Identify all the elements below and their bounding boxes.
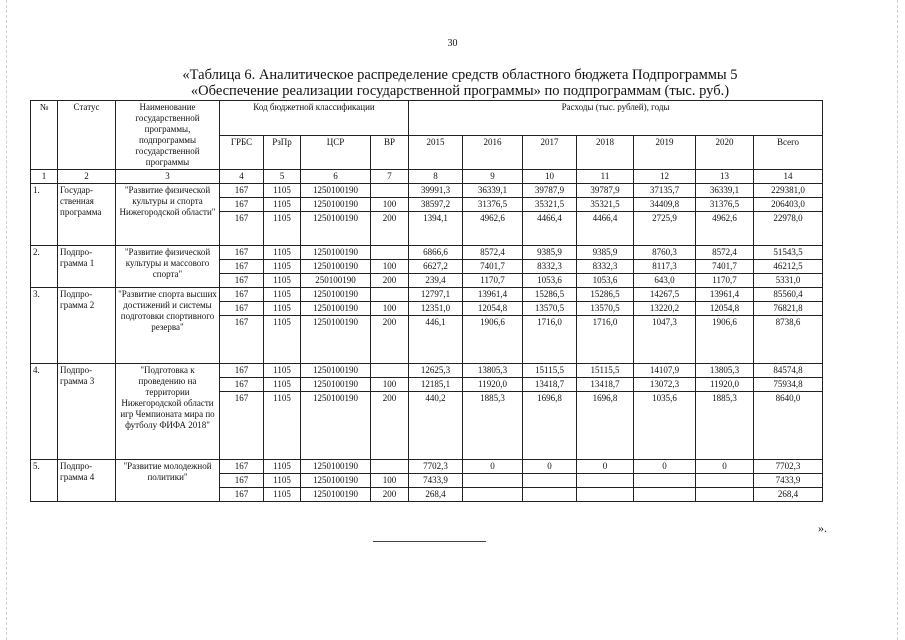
header-status: Статус	[58, 101, 116, 170]
code-cell: 167	[220, 260, 264, 274]
row-name: "Подготовка к проведению на территории Нижегородской области игр Чемпионата мира по футболу ФИФА 2018"	[116, 364, 220, 460]
amount-cell: 22978,0	[754, 212, 823, 246]
amount-cell: 13220,2	[634, 302, 696, 316]
amount-cell: 13418,7	[577, 378, 634, 392]
code-cell: 1105	[264, 460, 301, 474]
code-cell: 1250100190	[301, 302, 371, 316]
code-cell: 100	[371, 302, 409, 316]
code-cell: 1250100190	[301, 488, 371, 502]
amount-cell: 268,4	[409, 488, 463, 502]
amount-cell: 9385,9	[577, 246, 634, 260]
amount-cell: 1053,6	[523, 274, 577, 288]
amount-cell: 8738,6	[754, 316, 823, 364]
code-cell: 167	[220, 488, 264, 502]
column-number: 1	[31, 170, 58, 184]
header-year: 2018	[577, 135, 634, 170]
code-cell: 1250100190	[301, 392, 371, 460]
amount-cell: 37135,7	[634, 184, 696, 198]
column-number: 14	[754, 170, 823, 184]
code-cell: 1105	[264, 488, 301, 502]
row-name: "Развитие молодежной политики"	[116, 460, 220, 502]
code-cell	[371, 460, 409, 474]
amount-cell: 8332,3	[577, 260, 634, 274]
amount-cell	[523, 474, 577, 488]
header-year: 2015	[409, 135, 463, 170]
column-number: 5	[264, 170, 301, 184]
code-cell: 200	[371, 316, 409, 364]
amount-cell: 0	[634, 460, 696, 474]
amount-cell: 7433,9	[754, 474, 823, 488]
amount-cell: 4962,6	[463, 212, 523, 246]
amount-cell: 229381,0	[754, 184, 823, 198]
amount-cell: 8332,3	[523, 260, 577, 274]
table-title-line-2: «Обеспечение реализации государственной программы» по подпрограммам (тыс. руб.)	[190, 83, 730, 99]
code-cell	[371, 246, 409, 260]
header-vr: ВР	[371, 135, 409, 170]
amount-cell: 36339,1	[463, 184, 523, 198]
code-cell: 1250100190	[301, 364, 371, 378]
code-cell: 1105	[264, 302, 301, 316]
column-number: 12	[634, 170, 696, 184]
code-cell: 100	[371, 378, 409, 392]
amount-cell: 206403,0	[754, 198, 823, 212]
code-cell: 250100190	[301, 274, 371, 288]
amount-cell	[577, 474, 634, 488]
amount-cell: 84574,8	[754, 364, 823, 378]
amount-cell: 39787,9	[523, 184, 577, 198]
page-edge-left	[6, 0, 7, 640]
code-cell: 1250100190	[301, 288, 371, 302]
column-number: 8	[409, 170, 463, 184]
amount-cell	[696, 488, 754, 502]
amount-cell: 7433,9	[409, 474, 463, 488]
amount-cell	[696, 474, 754, 488]
code-cell: 1105	[264, 260, 301, 274]
column-number-row	[31, 170, 823, 184]
amount-cell: 11920,0	[696, 378, 754, 392]
code-cell: 167	[220, 378, 264, 392]
code-cell: 200	[371, 488, 409, 502]
amount-cell: 1170,7	[696, 274, 754, 288]
amount-cell: 15115,5	[577, 364, 634, 378]
amount-cell: 35321,5	[577, 198, 634, 212]
amount-cell: 5331,0	[754, 274, 823, 288]
column-number: 4	[220, 170, 264, 184]
code-cell: 200	[371, 274, 409, 288]
amount-cell: 12054,8	[696, 302, 754, 316]
code-cell: 1105	[264, 316, 301, 364]
code-cell: 200	[371, 212, 409, 246]
code-cell: 1105	[264, 364, 301, 378]
header-csr: ЦСР	[301, 135, 371, 170]
code-cell: 1250100190	[301, 378, 371, 392]
amount-cell: 4466,4	[523, 212, 577, 246]
amount-cell: 7401,7	[463, 260, 523, 274]
code-cell: 1250100190	[301, 460, 371, 474]
amount-cell: 1906,6	[463, 316, 523, 364]
column-number: 2	[58, 170, 116, 184]
amount-cell: 440,2	[409, 392, 463, 460]
row-num: 5.	[31, 460, 58, 502]
code-cell: 1250100190	[301, 212, 371, 246]
table-row	[31, 184, 823, 198]
amount-cell: 4466,4	[577, 212, 634, 246]
header-expenses: Расходы (тыс. рублей), годы	[409, 101, 823, 136]
amount-cell: 85560,4	[754, 288, 823, 302]
amount-cell: 1716,0	[523, 316, 577, 364]
amount-cell: 13805,3	[463, 364, 523, 378]
amount-cell	[634, 474, 696, 488]
amount-cell: 14107,9	[634, 364, 696, 378]
table-row	[31, 288, 823, 302]
column-number: 11	[577, 170, 634, 184]
header-num: №	[31, 101, 58, 170]
amount-cell: 7702,3	[754, 460, 823, 474]
amount-cell: 643,0	[634, 274, 696, 288]
amount-cell: 13570,5	[523, 302, 577, 316]
amount-cell: 31376,5	[696, 198, 754, 212]
amount-cell: 13072,3	[634, 378, 696, 392]
amount-cell: 13418,7	[523, 378, 577, 392]
amount-cell	[463, 488, 523, 502]
code-cell: 167	[220, 364, 264, 378]
column-number: 7	[371, 170, 409, 184]
amount-cell: 31376,5	[463, 198, 523, 212]
code-cell: 1250100190	[301, 316, 371, 364]
code-cell: 1250100190	[301, 198, 371, 212]
table-row	[31, 460, 823, 474]
amount-cell: 39991,3	[409, 184, 463, 198]
end-rule	[373, 541, 486, 542]
code-cell: 100	[371, 474, 409, 488]
amount-cell: 15286,5	[577, 288, 634, 302]
amount-cell: 0	[577, 460, 634, 474]
code-cell: 1105	[264, 198, 301, 212]
code-cell: 167	[220, 316, 264, 364]
code-cell: 1105	[264, 392, 301, 460]
code-cell: 167	[220, 274, 264, 288]
amount-cell: 1696,8	[523, 392, 577, 460]
amount-cell: 35321,5	[523, 198, 577, 212]
column-number: 9	[463, 170, 523, 184]
table-row	[31, 246, 823, 260]
amount-cell: 46212,5	[754, 260, 823, 274]
amount-cell: 8117,3	[634, 260, 696, 274]
header-kbk: Код бюджетной классификации	[220, 101, 409, 136]
amount-cell: 1170,7	[463, 274, 523, 288]
code-cell: 1250100190	[301, 246, 371, 260]
code-cell: 167	[220, 198, 264, 212]
amount-cell: 75934,8	[754, 378, 823, 392]
code-cell: 1250100190	[301, 184, 371, 198]
code-cell: 167	[220, 212, 264, 246]
code-cell: 1105	[264, 378, 301, 392]
amount-cell: 11920,0	[463, 378, 523, 392]
amount-cell: 0	[523, 460, 577, 474]
amount-cell: 1885,3	[696, 392, 754, 460]
header-year: Всего	[754, 135, 823, 170]
header-grbs: ГРБС	[220, 135, 264, 170]
amount-cell: 0	[463, 460, 523, 474]
amount-cell: 7702,3	[409, 460, 463, 474]
amount-cell: 13570,5	[577, 302, 634, 316]
amount-cell: 34409,8	[634, 198, 696, 212]
row-num: 4.	[31, 364, 58, 460]
amount-cell: 36339,1	[696, 184, 754, 198]
code-cell: 1105	[264, 246, 301, 260]
amount-cell: 1035,6	[634, 392, 696, 460]
amount-cell: 239,4	[409, 274, 463, 288]
code-cell: 100	[371, 260, 409, 274]
code-cell: 167	[220, 460, 264, 474]
code-cell: 167	[220, 392, 264, 460]
amount-cell: 446,1	[409, 316, 463, 364]
row-status: Подпро-грамма 4	[58, 460, 116, 502]
amount-cell: 0	[696, 460, 754, 474]
amount-cell: 14267,5	[634, 288, 696, 302]
code-cell: 167	[220, 184, 264, 198]
header-rzpr: РзПр	[264, 135, 301, 170]
amount-cell: 1885,3	[463, 392, 523, 460]
row-name: "Развитие физической культуры и массового спорта"	[116, 246, 220, 288]
amount-cell: 8760,3	[634, 246, 696, 260]
amount-cell: 76821,8	[754, 302, 823, 316]
amount-cell: 12351,0	[409, 302, 463, 316]
amount-cell: 1047,3	[634, 316, 696, 364]
header-year: 2019	[634, 135, 696, 170]
amount-cell	[634, 488, 696, 502]
page-number: 30	[447, 38, 458, 49]
amount-cell: 6627,2	[409, 260, 463, 274]
code-cell: 167	[220, 302, 264, 316]
row-num: 2.	[31, 246, 58, 288]
code-cell: 1105	[264, 184, 301, 198]
amount-cell: 1716,0	[577, 316, 634, 364]
row-status: Подпро-грамма 2	[58, 288, 116, 364]
code-cell	[371, 288, 409, 302]
code-cell	[371, 184, 409, 198]
column-number: 10	[523, 170, 577, 184]
table-title	[95, 67, 825, 99]
amount-cell: 12185,1	[409, 378, 463, 392]
amount-cell: 1394,1	[409, 212, 463, 246]
row-status: Подпро-грамма 3	[58, 364, 116, 460]
column-number: 6	[301, 170, 371, 184]
column-number: 13	[696, 170, 754, 184]
code-cell: 1105	[264, 474, 301, 488]
amount-cell: 7401,7	[696, 260, 754, 274]
code-cell: 1250100190	[301, 260, 371, 274]
code-cell: 1105	[264, 212, 301, 246]
amount-cell: 51543,5	[754, 246, 823, 260]
amount-cell: 15286,5	[523, 288, 577, 302]
code-cell: 200	[371, 392, 409, 460]
amount-cell: 8640,0	[754, 392, 823, 460]
amount-cell: 15115,5	[523, 364, 577, 378]
amount-cell: 9385,9	[523, 246, 577, 260]
header-year: 2016	[463, 135, 523, 170]
code-cell: 1105	[264, 274, 301, 288]
code-cell: 167	[220, 246, 264, 260]
code-cell: 167	[220, 288, 264, 302]
amount-cell: 38597,2	[409, 198, 463, 212]
amount-cell: 13961,4	[463, 288, 523, 302]
amount-cell	[577, 488, 634, 502]
code-cell: 1250100190	[301, 474, 371, 488]
amount-cell: 13961,4	[696, 288, 754, 302]
table-row	[31, 364, 823, 378]
amount-cell	[463, 474, 523, 488]
amount-cell: 2725,9	[634, 212, 696, 246]
amount-cell: 12054,8	[463, 302, 523, 316]
code-cell: 100	[371, 198, 409, 212]
row-name: "Развитие спорта высших достижений и системы подготовки спортивного резерва"	[116, 288, 220, 364]
amount-cell: 8572,4	[696, 246, 754, 260]
budget-table	[30, 100, 823, 502]
amount-cell	[523, 488, 577, 502]
code-cell: 167	[220, 474, 264, 488]
row-status: Подпро-грамма 1	[58, 246, 116, 288]
amount-cell: 13805,3	[696, 364, 754, 378]
header-year: 2017	[523, 135, 577, 170]
header-name: Наименование государственной программы, подпрограммы государственной программы	[116, 101, 220, 170]
amount-cell: 6866,6	[409, 246, 463, 260]
row-num: 3.	[31, 288, 58, 364]
row-status: Государ-ственная программа	[58, 184, 116, 246]
amount-cell: 39787,9	[577, 184, 634, 198]
amount-cell: 1906,6	[696, 316, 754, 364]
code-cell	[371, 364, 409, 378]
amount-cell: 12797,1	[409, 288, 463, 302]
amount-cell: 1696,8	[577, 392, 634, 460]
row-name: "Развитие физической культуры и спорта Нижегородской области"	[116, 184, 220, 246]
closing-mark: ».	[818, 521, 827, 535]
amount-cell: 4962,6	[696, 212, 754, 246]
row-num: 1.	[31, 184, 58, 246]
amount-cell: 12625,3	[409, 364, 463, 378]
column-number: 3	[116, 170, 220, 184]
table-title-line-1: «Таблица 6. Аналитическое распределение средств областного бюджета Подпрограммы 5	[182, 67, 738, 83]
amount-cell: 268,4	[754, 488, 823, 502]
code-cell: 1105	[264, 288, 301, 302]
amount-cell: 8572,4	[463, 246, 523, 260]
amount-cell: 1053,6	[577, 274, 634, 288]
page-edge-right	[897, 0, 898, 640]
header-year: 2020	[696, 135, 754, 170]
